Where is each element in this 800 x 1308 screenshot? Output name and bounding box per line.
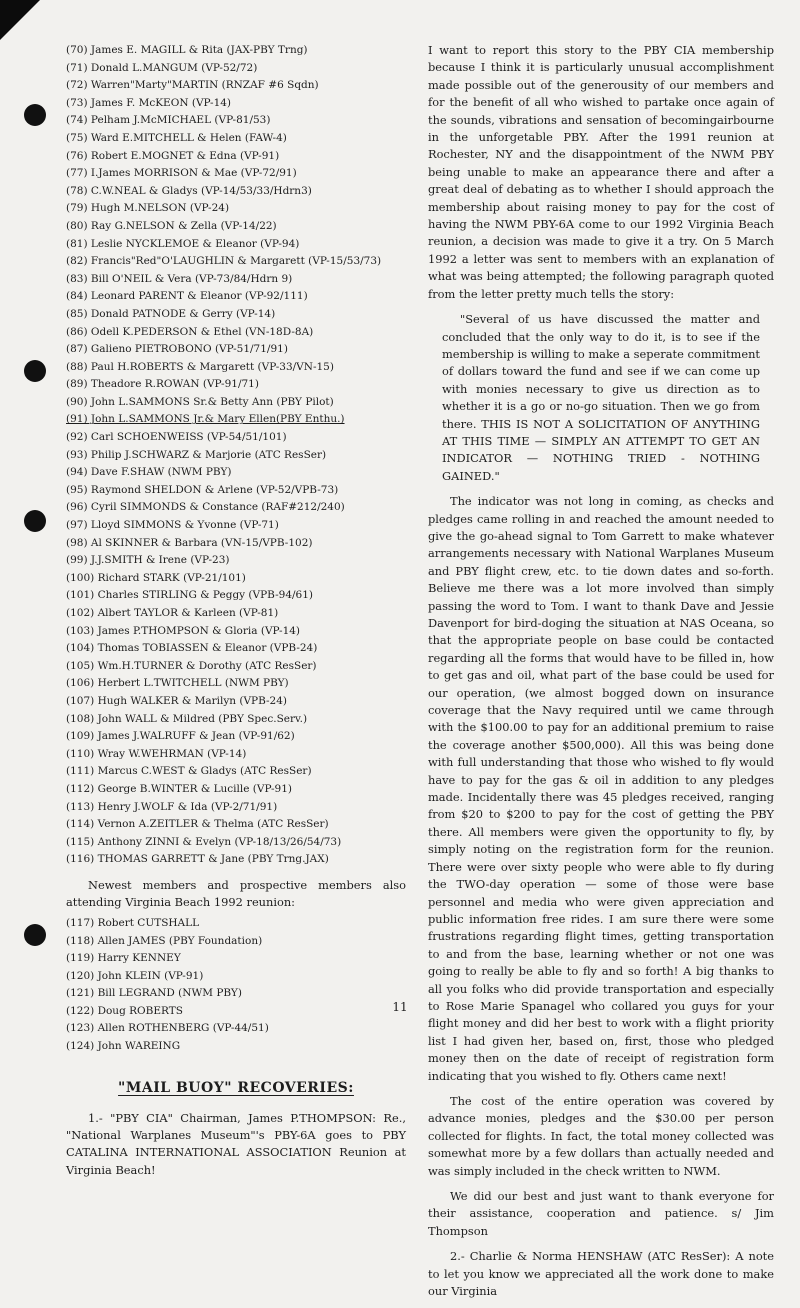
member-list-item: (79) Hugh M.NELSON (VP-24) xyxy=(66,202,230,215)
binder-hole-4 xyxy=(24,924,46,946)
newest-member-item: (120) John KLEIN (VP-91) xyxy=(66,969,204,982)
member-list-item: (81) Leslie NYCKLEMOE & Eleanor (VP-94) xyxy=(66,237,300,250)
member-list-item: (98) Al SKINNER & Barbara (VN-15/VPB-102) xyxy=(66,536,313,549)
member-list-item: (111) Marcus C.WEST & Gladys (ATC ResSer) xyxy=(66,765,312,778)
member-list-item: (90) John L.SAMMONS Sr.& Betty Ann (PBY Pilot) xyxy=(66,395,334,408)
newest-member-item: (119) Harry KENNEY xyxy=(66,952,181,965)
newest-member-item: (124) John WAREING xyxy=(66,1040,181,1053)
member-list-item: (101) Charles STIRLING & Peggy (VPB-94/61) xyxy=(66,589,313,602)
member-list-item: (85) Donald PATNODE & Gerry (VP-14) xyxy=(66,307,276,320)
thompson-report-para2: The indicator was not long in coming, as checks and pledges came rolling in and reached the amount needed to give the go-ahead signal to Tom Garrett to make whatever arrangements necessary with National Warplanes Museum and PBY flight crew, etc. to tie down dates and so-forth. Believe me there was a lot more involved than simply passing the word to Tom. I want to thank Dave and Jessie Davenport for bird-doging the situation at NAS Oceana, so that the appropriate people on base could be contacted regarding all the forms that would have to be filled in, how to get gas and oil, what part of the base could be used for our operation, (we almost bogged down on insurance coverage that the Navy required until we came through with the $100.00 to pay for an additional premium to raise the coverage another $500,000). All this was being done with full understanding that those who wished to fly would have to pay for the gas & oil in addition to any pledges made. Incidentally there was 45 pledges received, ranging from $20 to $200 to pay for the cost of getting the PBY there. All members were given the opportunity to fly, by simply noting on the registration form for the reunion. There were over sixty people who were able to fly during the TWO-day operation — some of those were base personnel and media who were given appreciation and public information free rides. I am sure there were some frustrations regarding flight times, getting transportation to and from the base, learning whether or not one was going to really be able to fly and so forth! A big thanks to all you folks who did provide transportation and especially to Rose Marie Spanagel who collared you guys for your flight money and did her best to work with a flight priority list I had given her, based on, first, those who pledged money then on the date of receipt of registration form indicating that you wished to fly. Others came next! xyxy=(428,494,774,1083)
member-list-item: (80) Ray G.NELSON & Zella (VP-14/22) xyxy=(66,219,277,232)
newest-member-item: (118) Allen JAMES (PBY Foundation) xyxy=(66,934,263,947)
member-list-item: (102) Albert TAYLOR & Karleen (VP-81) xyxy=(66,607,279,619)
newest-member-item: (122) Doug ROBERTS xyxy=(66,1004,183,1017)
member-list-item: (100) Richard STARK (VP-21/101) xyxy=(66,571,246,584)
page-corner-shadow xyxy=(0,0,40,40)
member-list-item: (92) Carl SCHOENWEISS (VP-54/51/101) xyxy=(66,431,287,444)
left-column xyxy=(66,42,406,1187)
newest-members-intro: Newest members and prospective members also attending Virginia Beach 1992 reunion: xyxy=(66,877,406,910)
thompson-report-para4: We did our best and just want to thank everyone for their assistance, cooperation and patience. s/ Jim Thompson xyxy=(428,1189,774,1238)
member-list-item: (70) James E. MAGILL & Rita (JAX-PBY Trng) xyxy=(66,44,308,56)
newest-member-item: (123) Allen ROTHENBERG (VP-44/51) xyxy=(66,1022,269,1035)
member-list-item: (71) Donald L.MANGUM (VP-52/72) xyxy=(66,61,258,74)
member-list-item: (112) George B.WINTER & Lucille (VP-91) xyxy=(66,782,292,795)
member-list-item: (110) Wray W.WEHRMAN (VP-14) xyxy=(66,747,247,760)
member-list-item: (105) Wm.H.TURNER & Dorothy (ATC ResSer) xyxy=(66,659,317,672)
member-list-item: (116) THOMAS GARRETT & Jane (PBY Trng.JAX) xyxy=(66,853,329,866)
member-list-item: (86) Odell K.PEDERSON & Ethel (VN-18D-8A) xyxy=(66,325,314,338)
member-list-item: (115) Anthony ZINNI & Evelyn (VP-18/13/26/54/73) xyxy=(66,835,342,848)
member-list-item: (83) Bill O'NEIL & Vera (VP-73/84/Hdrn 9) xyxy=(66,272,293,285)
member-list-item: (108) John WALL & Mildred (PBY Spec.Serv.) xyxy=(66,712,308,725)
member-list-item: (106) Herbert L.TWITCHELL (NWM PBY) xyxy=(66,677,289,690)
member-list-item: (104) Thomas TOBIASSEN & Eleanor (VPB-24) xyxy=(66,642,318,655)
member-list-item: (96) Cyril SIMMONDS & Constance (RAF#212/240) xyxy=(66,501,345,514)
member-list-item: (75) Ward E.MITCHELL & Helen (FAW-4) xyxy=(66,131,287,144)
member-list-item: (89) Theadore R.ROWAN (VP-91/71) xyxy=(66,378,259,391)
binder-hole-1 xyxy=(24,104,46,126)
member-list-item: (74) Pelham J.McMICHAEL (VP-81/53) xyxy=(66,114,271,127)
binder-hole-3 xyxy=(24,510,46,532)
member-list-item: (91) John L.SAMMONS Jr.& Mary Ellen(PBY Enthu.) xyxy=(66,413,345,426)
item2-intro: 2.- Charlie & Norma HENSHAW (ATC ResSer): A note to let you know we appreciated all the work done to make our Virginia xyxy=(428,1249,774,1299)
member-list-item: (103) James P.THOMPSON & Gloria (VP-14) xyxy=(66,624,301,637)
member-list-item: (88) Paul H.ROBERTS & Margarett (VP-33/VN-15) xyxy=(66,360,334,373)
member-list-item: (97) Lloyd SIMMONS & Yvonne (VP-71) xyxy=(66,519,279,532)
member-list-item: (84) Leonard PARENT & Eleanor (VP-92/111) xyxy=(66,290,308,303)
member-list-item: (94) Dave F.SHAW (NWM PBY) xyxy=(66,466,232,479)
member-list-item: (113) Henry J.WOLF & Ida (VP-2/71/91) xyxy=(66,800,278,813)
newest-member-item: (121) Bill LEGRAND (NWM PBY) xyxy=(66,987,242,1000)
members-list xyxy=(66,42,406,869)
member-list-item: (99) J.J.SMITH & Irene (VP-23) xyxy=(66,554,230,567)
member-list-item: (76) Robert E.MOGNET & Edna (VP-91) xyxy=(66,149,280,162)
member-list-item: (107) Hugh WALKER & Marilyn (VPB-24) xyxy=(66,694,288,707)
member-list-item: (114) Vernon A.ZEITLER & Thelma (ATC ResSer) xyxy=(66,818,329,831)
right-column xyxy=(428,42,774,1308)
member-list-item: (87) Galieno PIETROBONO (VP-51/71/91) xyxy=(66,343,288,356)
member-list-item: (109) James J.WALRUFF & Jean (VP-91/62) xyxy=(66,730,295,743)
member-list-item: (73) James F. McKEON (VP-14) xyxy=(66,96,232,109)
page-number: 11 xyxy=(392,1000,408,1014)
binder-hole-2 xyxy=(24,360,46,382)
member-list-item: (78) C.W.NEAL & Gladys (VP-14/53/33/Hdrn3) xyxy=(66,184,312,197)
member-list-item: (72) Warren"Marty"MARTIN (RNZAF #6 Sqdn) xyxy=(66,79,319,92)
member-list-item: (82) Francis"Red"O'LAUGHLIN & Margarett (VP-15/53/73) xyxy=(66,255,382,268)
newest-member-item: (117) Robert CUTSHALL xyxy=(66,916,200,929)
thompson-report-para3: The cost of the entire operation was covered by advance monies, pledges and the $30.00 per person collected for flights. In fact, the total money collected was somewhat more by a few dollars than actually needed and was simply included in the check written to NWM. xyxy=(428,1093,774,1178)
member-list-item: (95) Raymond SHELDON & Arlene (VP-52/VPB-73) xyxy=(66,483,339,496)
thompson-letter-quote: "Several of us have discussed the matter and concluded that the only way to do it, is to see if the membership is willing to make a seperate commitment of dollars toward the fund and see if we can come up with monies necessary to give us direction as to whether it is a go or no-go situation. Then we go from there. THIS IS NOT A SOLICITATION OF ANYTHING AT THIS TIME — SIMPLY AN ATTEMPT TO GET AN INDICATOR — NOTHING TRIED - NOTHING GAINED." xyxy=(442,312,760,483)
item1-intro: 1.- "PBY CIA" Chairman, James P.THOMPSON: Re., "National Warplanes Museum"'s PBY-6A goes to PBY CATALINA INTERNATIONAL ASSOCIATION Reunion at Virginia Beach! xyxy=(66,1110,406,1177)
member-list-item: (93) Philip J.SCHWARZ & Marjorie (ATC ResSer) xyxy=(66,448,327,461)
thompson-report-para1: I want to report this story to the PBY CIA membership because I think it is particularly unusual accomplishment made possible out of the generousity of our members and for the benefit of all who wished to partake once again of the sounds, vibrations and sensation of becomingairbourne in the unforgetable PBY. After the 1991 reunion at Rochester, NY and the disappointment of the NWM PBY being unable to make an appearance there and after a great deal of debating as to whether I should approach the membership about raising money to pay for the cost of having the NWM PBY-6A come to our 1992 Virginia Beach reunion, a decision was made to give it a try. On 5 March 1992 a letter was sent to members with an explanation of what was being attempted; the following paragraph quoted from the letter pretty much tells the story: xyxy=(428,43,774,301)
newest-members-list xyxy=(66,915,406,1056)
mail-buoy-heading: "MAIL BUOY" RECOVERIES: xyxy=(118,1079,354,1096)
member-list-item: (77) I.James MORRISON & Mae (VP-72/91) xyxy=(66,167,297,180)
